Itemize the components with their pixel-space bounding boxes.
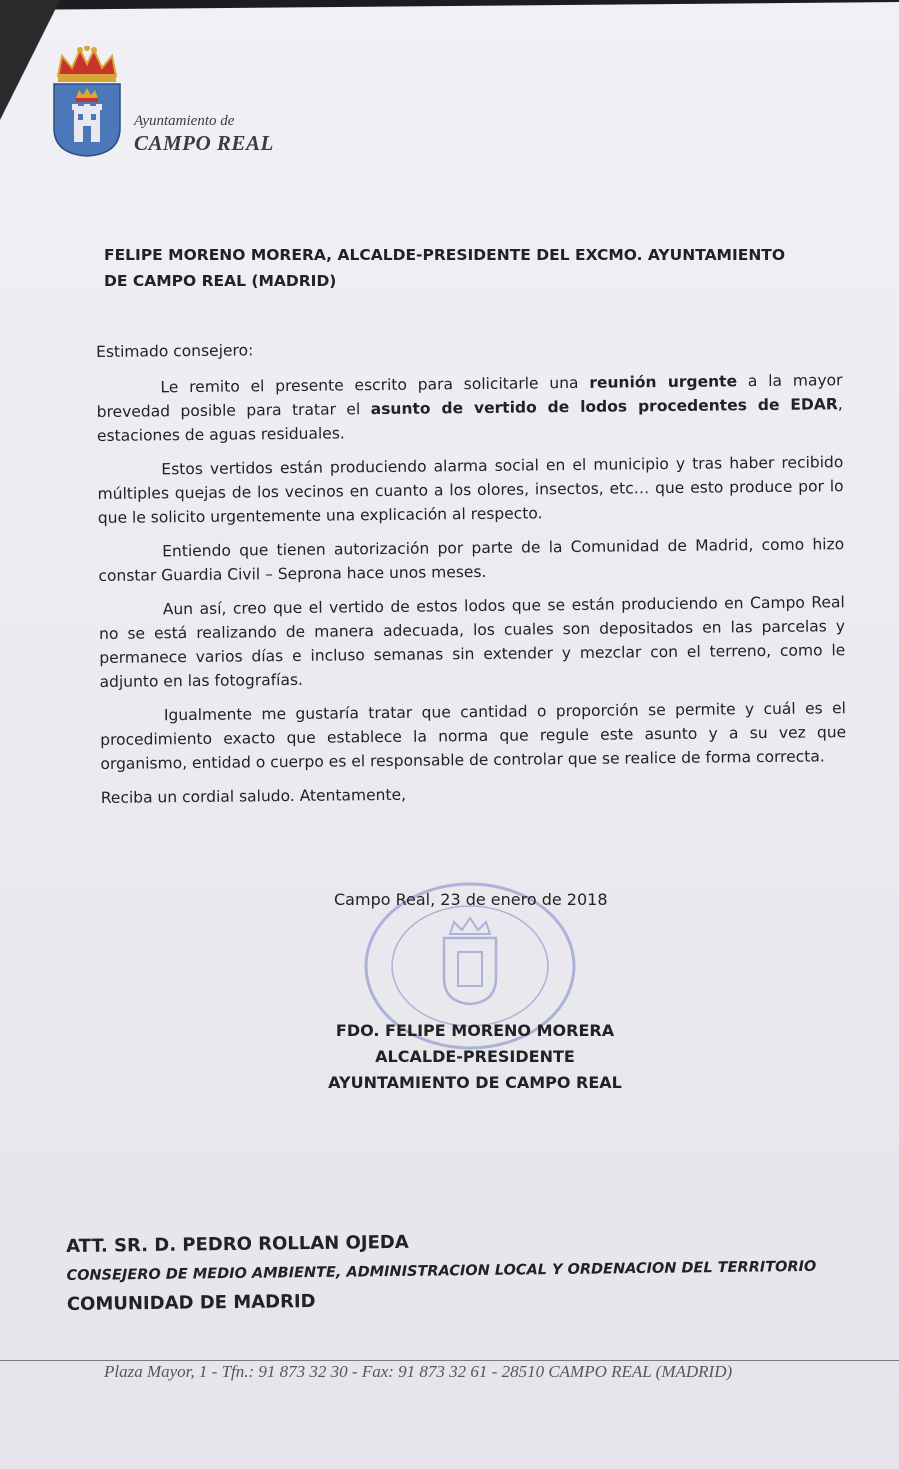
letterhead-line2: CAMPO REAL — [134, 131, 274, 155]
paragraph-3: Entiendo que tienen autorización por parte de la Comunidad de Madrid, como hizo constar Guardia Civil – Seprona hace unos meses. — [98, 535, 845, 585]
paragraph-4: Aun así, creo que el vertido de estos lodos que se están produciendo en Campo Real no se está realizando de manera adecuada, los cuales son depositados en las parcelas y permanece varios días e incluso semanas sin extender y mezclar con el terreno, como le adjunto en las fotografías. — [98, 593, 846, 691]
salutation: Estimado consejero: — [96, 341, 254, 361]
p1-bold-urgent: reunión urgente — [589, 372, 738, 392]
footer-divider — [0, 1360, 899, 1361]
p1-part-a: Le remito el presente escrito para solicitarle una — [160, 373, 590, 397]
photo-top-edge — [0, 0, 899, 10]
letter-body — [96, 332, 847, 822]
sender-heading: FELIPE MORENO MORERA, ALCALDE-PRESIDENTE DEL EXCMO. AYUNTAMIENTO DE CAMPO REAL (MADRID) — [104, 246, 786, 290]
recipient-block — [66, 1222, 847, 1320]
signature-line1: FDO. FELIPE MORENO MORERA — [335, 1021, 615, 1040]
paragraph-5: Igualmente me gustaría tratar que cantidad o proporción se permite y cuál es el procedimiento exacto que establece la norma que regule este asunto y a su vez que organismo, entidad o cuerpo es el responsable de controlar que se realice de forma correcta. — [100, 699, 847, 773]
signature-block — [320, 1018, 630, 1096]
recipient-role: CONSEJERO DE MEDIO AMBIENTE, ADMINISTRACION LOCAL Y ORDENACION DEL TERRITORIO — [66, 1258, 817, 1284]
paragraph-1 — [96, 368, 843, 448]
p1-bold-subject: asunto de vertido de lodos procedentes de EDAR — [370, 395, 838, 419]
letter-date: Campo Real, 23 de enero de 2018 — [334, 890, 608, 909]
recipient-name: ATT. SR. D. PEDRO ROLLAN OJEDA — [66, 1231, 409, 1257]
closing: Reciba un cordial saludo. Atentamente, — [100, 785, 407, 807]
footer-address: Plaza Mayor, 1 - Tfn.: 91 873 32 30 - Fax: 91 873 32 61 - 28510 CAMPO REAL (MADRID) — [104, 1362, 733, 1381]
paragraph-2: Estos vertidos están produciendo alarma social en el municipio y tras haber recibido múltiples quejas de los vecinos en cuanto a los olores, insectos, etc… que esto produce por lo que le solicito urgentemente una explicación al respecto. — [97, 453, 844, 527]
coat-of-arms-icon — [52, 46, 122, 158]
letterhead — [134, 112, 274, 156]
p1-part-e: , estaciones de aguas residuales. — [96, 395, 843, 445]
signature-line2: ALCALDE-PRESIDENTE — [375, 1047, 575, 1066]
p1-part-c: a la mayor brevedad posible para tratar el — [96, 371, 843, 421]
letterhead-line1: Ayuntamiento de — [134, 113, 235, 129]
photo-corner-shadow — [0, 0, 60, 120]
recipient-org: COMUNIDAD DE MADRID — [66, 1290, 316, 1315]
signature-line3: AYUNTAMIENTO DE CAMPO REAL — [328, 1073, 622, 1092]
